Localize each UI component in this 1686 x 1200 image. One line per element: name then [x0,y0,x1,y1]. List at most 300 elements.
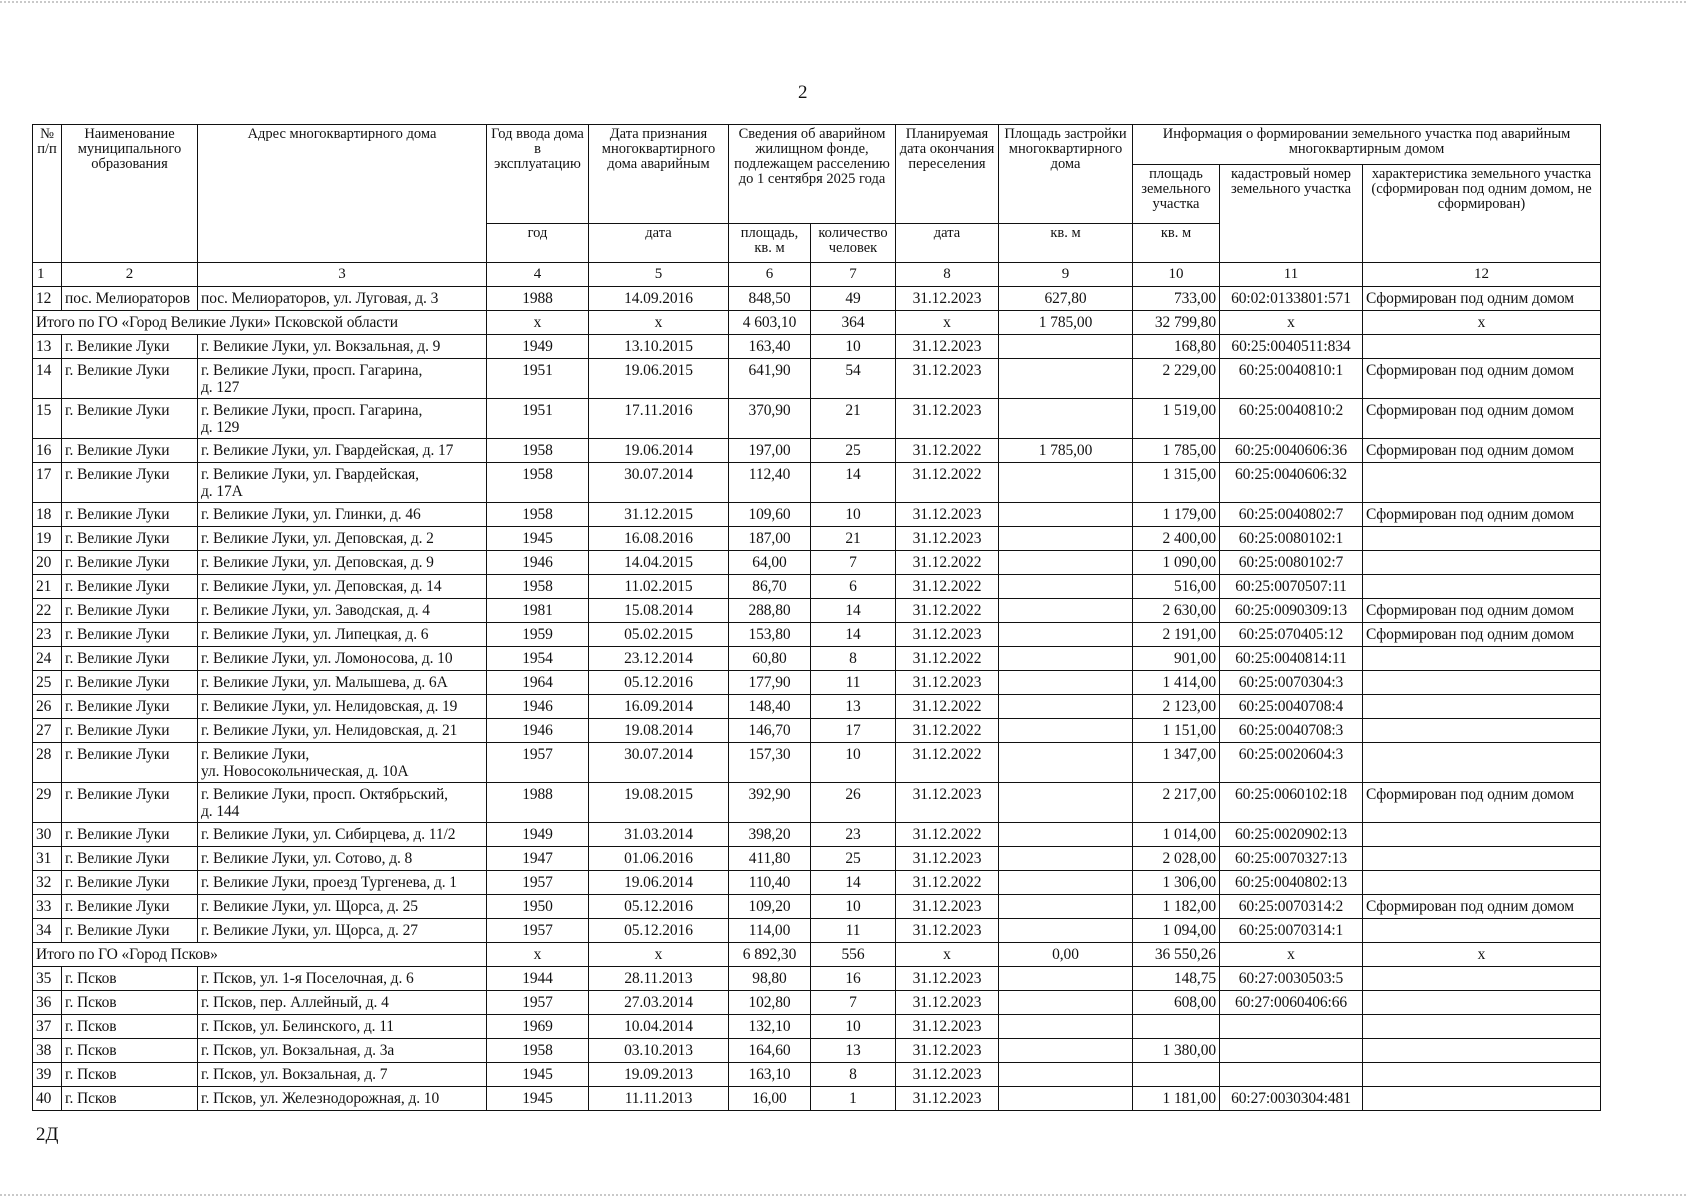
cell-address-line: г. Великие Луки, [201,746,310,763]
cell-municipality: г. Псков [62,1039,198,1063]
cell-cadastral-number: 60:27:0060406:66 [1220,991,1363,1015]
cell-number: 33 [33,895,62,919]
cell-year: 1945 [487,1087,589,1111]
cell-municipality: г. Великие Луки [62,695,198,719]
cell-number: 29 [33,783,62,823]
cell-residents: 13 [811,1039,896,1063]
cell-cadastral-number: 60:25:0040802:7 [1220,503,1363,527]
emergency-housing-table [32,124,1601,1111]
cell-area: 98,80 [729,967,811,991]
cell-building-footprint [999,623,1133,647]
header-footprint: Площадь застройки многоквартирного дома [999,125,1133,224]
cell-area: 370,90 [729,399,811,439]
cell-building-footprint [999,1087,1133,1111]
cell-land-area: 1 181,00 [1133,1087,1220,1111]
cell-recognition-date: 19.06.2014 [589,439,729,463]
unit-resettlement-date: дата [896,224,999,263]
cell-year: 1958 [487,575,589,599]
cell-area: 114,00 [729,919,811,943]
cell-land-status [1363,695,1601,719]
cell-year: 1958 [487,463,589,503]
cell-residents: 8 [811,1063,896,1087]
cell-building-footprint [999,1063,1133,1087]
cell-resettlement-date: 31.12.2022 [896,695,999,719]
cell-land-area: 1 094,00 [1133,919,1220,943]
cell-recognition-date: 19.08.2015 [589,783,729,823]
cell-address: пос. Мелиораторов, ул. Луговая, д. 3 [198,287,487,311]
unit-land-area: кв. м [1133,224,1220,263]
cell-area: 288,80 [729,599,811,623]
cell-address: г. Великие Луки, ул. Глинки, д. 46 [198,503,487,527]
cell-land-status [1363,647,1601,671]
cell-recognition-date: 19.09.2013 [589,1063,729,1087]
cell-residents: 6 [811,575,896,599]
cell-recognition-date: 05.12.2016 [589,671,729,695]
table-row [33,439,1601,463]
total-row [33,943,1601,967]
cell-number: 25 [33,671,62,695]
cell-land-status [1363,1063,1601,1087]
cell-land-area: 2 229,00 [1133,359,1220,399]
cell-residents: 10 [811,1015,896,1039]
cell-cadastral-number: 60:25:0070327:13 [1220,847,1363,871]
cell-address-line: г. Великие Луки, просп. Гагарина, [201,402,423,419]
cell-resettlement-date: 31.12.2023 [896,1063,999,1087]
cell-residents: 11 [811,671,896,695]
table-row [33,719,1601,743]
cell-area: 164,60 [729,1039,811,1063]
cell-land-status [1363,1087,1601,1111]
cell-recognition-date: 10.04.2014 [589,1015,729,1039]
cell-land-status: х [1363,943,1601,967]
cell-building-footprint [999,847,1133,871]
cell-residents: 10 [811,743,896,783]
unit-footprint: кв. м [999,224,1133,263]
cell-land-area: 2 217,00 [1133,783,1220,823]
cell-cadastral-number: 60:25:0040606:36 [1220,439,1363,463]
cell-residents: 14 [811,599,896,623]
cell-year: 1949 [487,335,589,359]
cell-building-footprint: 1 785,00 [999,439,1133,463]
cell-land-area: 1 315,00 [1133,463,1220,503]
cell-resettlement-date: 31.12.2023 [896,399,999,439]
table-body [33,287,1601,1111]
cell-resettlement-date: 31.12.2023 [896,335,999,359]
column-number: 12 [1363,263,1601,287]
table-row [33,575,1601,599]
cell-municipality: г. Великие Луки [62,823,198,847]
table-row [33,1087,1601,1111]
cell-land-status [1363,871,1601,895]
cell-land-area: 36 550,26 [1133,943,1220,967]
column-number: 9 [999,263,1133,287]
cell-residents: 54 [811,359,896,399]
footer-code: 2Д [36,1124,59,1145]
cell-resettlement-date: 31.12.2022 [896,871,999,895]
cell-residents: 49 [811,287,896,311]
cell-cadastral-number: 60:02:0133801:571 [1220,287,1363,311]
cell-year: 1946 [487,719,589,743]
cell-area: 153,80 [729,623,811,647]
cell-land-status: Сформирован под одним домом [1363,623,1601,647]
cell-resettlement-date: 31.12.2022 [896,599,999,623]
table-row [33,647,1601,671]
header-land-info: Информация о формировании земельного участка под аварийным многоквартирным домом [1133,125,1601,165]
cell-land-area: 2 028,00 [1133,847,1220,871]
column-number: 2 [62,263,198,287]
cell-land-status: Сформирован под одним домом [1363,895,1601,919]
cell-cadastral-number: 60:25:0040708:4 [1220,695,1363,719]
cell-land-area: 1 347,00 [1133,743,1220,783]
cell-cadastral-number [1220,1063,1363,1087]
cell-land-status [1363,1015,1601,1039]
cell-municipality: г. Псков [62,1063,198,1087]
header-year: Год ввода дома в эксплуатацию [487,125,589,224]
cell-building-footprint [999,895,1133,919]
cell-land-status [1363,575,1601,599]
table-row [33,695,1601,719]
table-header [33,125,1601,287]
cell-number: 40 [33,1087,62,1111]
cell-address: г. Псков, ул. Вокзальная, д. 7 [198,1063,487,1087]
total-row-label: Итого по ГО «Город Великие Луки» Псковской области [33,311,487,335]
cell-number: 36 [33,991,62,1015]
cell-building-footprint [999,399,1133,439]
cell-cadastral-number: 60:25:070405:12 [1220,623,1363,647]
cell-resettlement-date: 31.12.2022 [896,575,999,599]
cell-number: 16 [33,439,62,463]
cell-number: 18 [33,503,62,527]
cell-year: 1958 [487,503,589,527]
cell-number: 26 [33,695,62,719]
cell-address [198,463,487,503]
cell-resettlement-date: 31.12.2023 [896,895,999,919]
cell-resettlement-date: х [896,311,999,335]
cell-land-status [1363,527,1601,551]
cell-number: 23 [33,623,62,647]
cell-number: 38 [33,1039,62,1063]
table-row [33,551,1601,575]
cell-recognition-date: х [589,943,729,967]
cell-municipality: г. Великие Луки [62,527,198,551]
cell-year: 1957 [487,919,589,943]
cell-year: 1949 [487,823,589,847]
cell-cadastral-number: 60:25:0040606:32 [1220,463,1363,503]
column-number: 6 [729,263,811,287]
cell-residents: 14 [811,871,896,895]
cell-number: 32 [33,871,62,895]
cell-building-footprint [999,719,1133,743]
cell-resettlement-date: 31.12.2023 [896,503,999,527]
cell-address: г. Великие Луки, ул. Нелидовская, д. 19 [198,695,487,719]
cell-land-area: 1 090,00 [1133,551,1220,575]
cell-land-area: 1 785,00 [1133,439,1220,463]
cell-land-area: 148,75 [1133,967,1220,991]
cell-land-status: Сформирован под одним домом [1363,599,1601,623]
table-row [33,287,1601,311]
cell-building-footprint [999,783,1133,823]
cell-address [198,399,487,439]
cell-number: 30 [33,823,62,847]
cell-number: 34 [33,919,62,943]
cell-number: 28 [33,743,62,783]
cell-building-footprint: 0,00 [999,943,1133,967]
cell-address-line: г. Великие Луки, просп. Октябрьский, [201,786,448,803]
cell-address: г. Псков, ул. Белинского, д. 11 [198,1015,487,1039]
cell-address: г. Великие Луки, ул. Сотово, д. 8 [198,847,487,871]
cell-area: 4 603,10 [729,311,811,335]
cell-cadastral-number: 60:27:0030304:481 [1220,1087,1363,1111]
cell-cadastral-number: 60:25:0060102:18 [1220,783,1363,823]
cell-area: 148,40 [729,695,811,719]
table-row [33,823,1601,847]
cell-number: 24 [33,647,62,671]
cell-land-status [1363,743,1601,783]
cell-land-area: 2 400,00 [1133,527,1220,551]
table-row [33,991,1601,1015]
cell-cadastral-number: 60:25:0040810:2 [1220,399,1363,439]
cell-address: г. Великие Луки, ул. Заводская, д. 4 [198,599,487,623]
cell-address: г. Великие Луки, ул. Нелидовская, д. 21 [198,719,487,743]
cell-resettlement-date: 31.12.2022 [896,647,999,671]
cell-year: 1988 [487,783,589,823]
cell-land-status: Сформирован под одним домом [1363,399,1601,439]
cell-area: 187,00 [729,527,811,551]
cell-year: 1957 [487,743,589,783]
table-row [33,871,1601,895]
cell-number: 17 [33,463,62,503]
table-row [33,463,1601,503]
header-recognition-date: Дата признания многоквартирного дома аварийным [589,125,729,224]
table-row [33,1015,1601,1039]
cell-resettlement-date: 31.12.2023 [896,919,999,943]
cell-residents: 7 [811,551,896,575]
cell-recognition-date: 11.02.2015 [589,575,729,599]
cell-land-status: Сформирован под одним домом [1363,359,1601,399]
cell-area: 177,90 [729,671,811,695]
cell-resettlement-date: 31.12.2022 [896,823,999,847]
table-row [33,919,1601,943]
header-number: № п/п [33,125,62,263]
cell-residents: 14 [811,623,896,647]
cell-recognition-date: 01.06.2016 [589,847,729,871]
cell-recognition-date: 13.10.2015 [589,335,729,359]
cell-year: 1958 [487,1039,589,1063]
cell-cadastral-number: 60:25:0040511:834 [1220,335,1363,359]
cell-number: 19 [33,527,62,551]
header-land-status: характеристика земельного участка (сформирован под одним домом, не сформирован) [1363,165,1601,263]
cell-residents: 10 [811,503,896,527]
cell-resettlement-date: 31.12.2023 [896,527,999,551]
cell-building-footprint [999,503,1133,527]
table-row [33,847,1601,871]
cell-land-status [1363,967,1601,991]
cell-land-status: Сформирован под одним домом [1363,503,1601,527]
cell-address-line: д. 144 [201,803,240,820]
cell-year: 1950 [487,895,589,919]
cell-address [198,783,487,823]
table-row [33,1039,1601,1063]
cell-address [198,743,487,783]
cell-area: 60,80 [729,647,811,671]
cell-area: 848,50 [729,287,811,311]
cell-building-footprint [999,823,1133,847]
cell-municipality: г. Великие Луки [62,719,198,743]
cell-area: 109,20 [729,895,811,919]
cell-municipality: г. Великие Луки [62,503,198,527]
cell-cadastral-number [1220,1015,1363,1039]
cell-address-line: г. Великие Луки, ул. Гвардейская, [201,466,419,483]
cell-area: 110,40 [729,871,811,895]
cell-land-status: х [1363,311,1601,335]
cell-municipality: г. Великие Луки [62,743,198,783]
cell-area: 109,60 [729,503,811,527]
cell-address: г. Великие Луки, ул. Деповская, д. 9 [198,551,487,575]
cell-address: г. Великие Луки, ул. Вокзальная, д. 9 [198,335,487,359]
cell-land-area: 1 014,00 [1133,823,1220,847]
table-row [33,743,1601,783]
cell-area: 64,00 [729,551,811,575]
cell-year: 1969 [487,1015,589,1039]
cell-land-status [1363,671,1601,695]
cell-area: 163,10 [729,1063,811,1087]
cell-land-area: 2 191,00 [1133,623,1220,647]
table-row [33,1063,1601,1087]
cell-residents: 25 [811,847,896,871]
cell-land-status [1363,919,1601,943]
unit-area: площадь, кв. м [729,224,811,263]
column-number: 7 [811,263,896,287]
cell-resettlement-date: 31.12.2023 [896,359,999,399]
cell-address-line: д. 129 [201,419,240,436]
cell-recognition-date: 19.08.2014 [589,719,729,743]
cell-building-footprint [999,527,1133,551]
cell-recognition-date: 19.06.2015 [589,359,729,399]
cell-recognition-date: 14.04.2015 [589,551,729,575]
cell-residents: 11 [811,919,896,943]
cell-land-area: 1 179,00 [1133,503,1220,527]
table-row [33,399,1601,439]
cell-land-status [1363,823,1601,847]
cell-building-footprint: 1 785,00 [999,311,1133,335]
cell-year: х [487,311,589,335]
cell-residents: 26 [811,783,896,823]
cell-year: 1964 [487,671,589,695]
cell-area: 157,30 [729,743,811,783]
table-row [33,359,1601,399]
cell-address: г. Псков, пер. Аллейный, д. 4 [198,991,487,1015]
cell-area: 197,00 [729,439,811,463]
cell-municipality: г. Великие Луки [62,575,198,599]
page-number: 2 [798,82,808,103]
cell-year: 1957 [487,991,589,1015]
cell-recognition-date: 16.08.2016 [589,527,729,551]
cell-year: 1954 [487,647,589,671]
cell-building-footprint [999,575,1133,599]
cell-residents: 556 [811,943,896,967]
header-resettlement-date: Планируемая дата окончания переселения [896,125,999,224]
cell-number: 13 [33,335,62,359]
cell-cadastral-number: 60:25:0020902:13 [1220,823,1363,847]
cell-address: г. Псков, ул. 1-я Поселочная, д. 6 [198,967,487,991]
cell-land-status [1363,335,1601,359]
cell-resettlement-date: 31.12.2023 [896,671,999,695]
cell-building-footprint [999,695,1133,719]
cell-cadastral-number [1220,1039,1363,1063]
cell-land-area: 2 123,00 [1133,695,1220,719]
cell-resettlement-date: 31.12.2023 [896,967,999,991]
cell-cadastral-number: 60:25:0020604:3 [1220,743,1363,783]
cell-land-area: 32 799,80 [1133,311,1220,335]
cell-resettlement-date: 31.12.2023 [896,287,999,311]
cell-resettlement-date: х [896,943,999,967]
cell-cadastral-number: 60:25:0070314:1 [1220,919,1363,943]
cell-address [198,359,487,399]
cell-land-area: 1 414,00 [1133,671,1220,695]
cell-resettlement-date: 31.12.2023 [896,623,999,647]
cell-residents: 13 [811,695,896,719]
cell-recognition-date: 05.02.2015 [589,623,729,647]
table-row [33,895,1601,919]
cell-address-line: д. 17А [201,483,243,500]
cell-number: 39 [33,1063,62,1087]
cell-resettlement-date: 31.12.2022 [896,719,999,743]
cell-recognition-date: 30.07.2014 [589,463,729,503]
cell-number: 15 [33,399,62,439]
cell-recognition-date: 15.08.2014 [589,599,729,623]
cell-building-footprint [999,335,1133,359]
cell-address: г. Псков, ул. Вокзальная, д. 3а [198,1039,487,1063]
cell-land-area: 1 380,00 [1133,1039,1220,1063]
cell-resettlement-date: 31.12.2022 [896,463,999,503]
cell-land-area: 1 519,00 [1133,399,1220,439]
column-numbers-row [33,263,1601,287]
cell-area: 641,90 [729,359,811,399]
cell-number: 12 [33,287,62,311]
cell-recognition-date: 31.03.2014 [589,823,729,847]
cell-area: 6 892,30 [729,943,811,967]
cell-recognition-date: 19.06.2014 [589,871,729,895]
cell-address: г. Великие Луки, ул. Щорса, д. 25 [198,895,487,919]
table-row [33,623,1601,647]
cell-municipality: г. Великие Луки [62,599,198,623]
cell-number: 22 [33,599,62,623]
column-number: 10 [1133,263,1220,287]
cell-year: 1946 [487,695,589,719]
cell-address: г. Великие Луки, ул. Гвардейская, д. 17 [198,439,487,463]
cell-address: г. Великие Луки, проезд Тургенева, д. 1 [198,871,487,895]
column-number: 3 [198,263,487,287]
column-number: 1 [33,263,62,287]
cell-cadastral-number: 60:25:0070304:3 [1220,671,1363,695]
cell-cadastral-number: 60:25:0040810:1 [1220,359,1363,399]
cell-recognition-date: 16.09.2014 [589,695,729,719]
cell-residents: 8 [811,647,896,671]
header-address: Адрес многоквартирного дома [198,125,487,263]
cell-resettlement-date: 31.12.2023 [896,1039,999,1063]
cell-resettlement-date: 31.12.2023 [896,847,999,871]
cell-resettlement-date: 31.12.2022 [896,743,999,783]
cell-area: 146,70 [729,719,811,743]
cell-municipality: г. Великие Луки [62,335,198,359]
cell-area: 112,40 [729,463,811,503]
cell-cadastral-number: 60:27:0030503:5 [1220,967,1363,991]
scan-edge-bottom [0,1194,1686,1196]
cell-municipality: г. Великие Луки [62,647,198,671]
header-land-area: площадь земельного участка [1133,165,1220,224]
cell-municipality: г. Великие Луки [62,847,198,871]
cell-area: 392,90 [729,783,811,823]
